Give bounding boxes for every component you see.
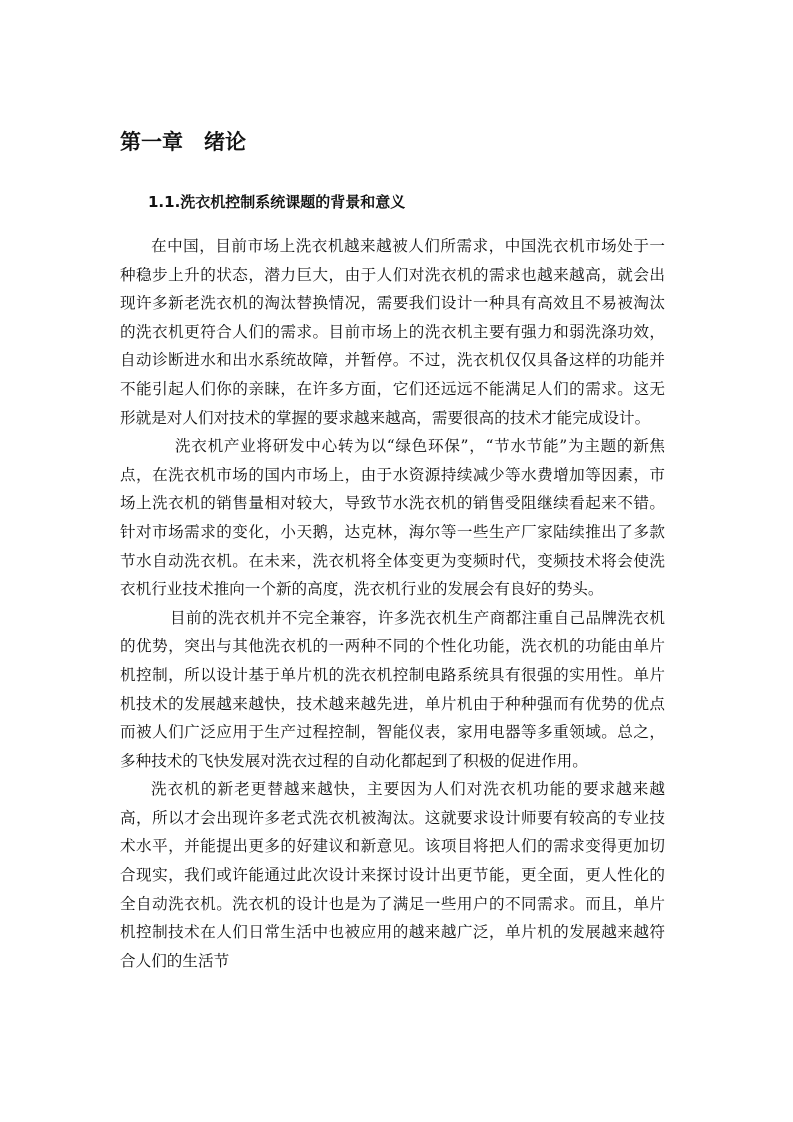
paragraph-4: 洗衣机的新老更替越来越快，主要因为人们对洗衣机功能的要求越来越高，所以才会出现许多老式洗衣机被淘汰。这就要求设计师要有较高的专业技术水平，并能提出更多的好建议和新意见。该项目将把人们的需求变得更加切合现实，我们或许能通过此次设计来探讨设计出更节能，更全面，更人性化的全自动洗衣机。洗衣机的设计也是为了满足一些用户的不同需求。而且，单片机控制技术在人们日常生活中也被应用的越来越广泛，单片机的发展越来越符合人们的生活节 [120, 780, 665, 970]
paragraph-1: 在中国，目前市场上洗衣机越来越被人们所需求，中国洗衣机市场处于一种稳步上升的状态，潜力巨大，由于人们对洗衣机的需求也越来越高，就会出现许多新老洗衣机的淘汰替换情况，需要我们设计一种具有高效且不易被淘汰的洗衣机更符合人们的需求。目前市场上的洗衣机主要有强力和弱洗涤功效，自动诊断进水和出水系统故障，并暂停。不过，洗衣机仅仅具备这样的功能并不能引起人们你的亲睐，在许多方面，它们还远远不能满足人们的需求。这无形就是对人们对技术的掌握的要求越来越高，需要很高的技术才能完成设计。 [120, 237, 665, 427]
body-text [120, 232, 665, 975]
chapter-title: 第一章 绪论 [120, 130, 246, 154]
paragraph-2: 洗衣机产业将研发中心转为以“绿色环保”，“节水节能”为主题的新焦点，在洗衣机市场的国内市场上，由于水资源持续减少等水费增加等因素，市场上洗衣机的销售量相对较大，导致节水洗衣机的销售受阻继续看起来不错。针对市场需求的变化，小天鹅，达克林，海尔等一些生产厂家陆续推出了多款节水自动洗衣机。在未来，洗衣机将全体变更为变频时代，变频技术将会使洗衣机行业技术推向一个新的高度，洗衣机行业的发展会有良好的势头。 [120, 437, 665, 599]
section-title: 1.1.洗衣机控制系统课题的背景和意义 [148, 193, 406, 211]
paragraph-3: 目前的洗衣机并不完全兼容，许多洗衣机生产商都注重自己品牌洗衣机的优势，突出与其他洗衣机的一两种不同的个性化功能，洗衣机的功能由单片机控制，所以设计基于单片机的洗衣机控制电路系统具有很强的实用性。单片机技术的发展越来越快，技术越来越先进，单片机由于种种强而有优势的优点而被人们广泛应用于生产过程控制，智能仪表，家用电器等多重领域。总之，多种技术的飞快发展对洗衣过程的自动化都起到了积极的促进作用。 [120, 608, 665, 770]
